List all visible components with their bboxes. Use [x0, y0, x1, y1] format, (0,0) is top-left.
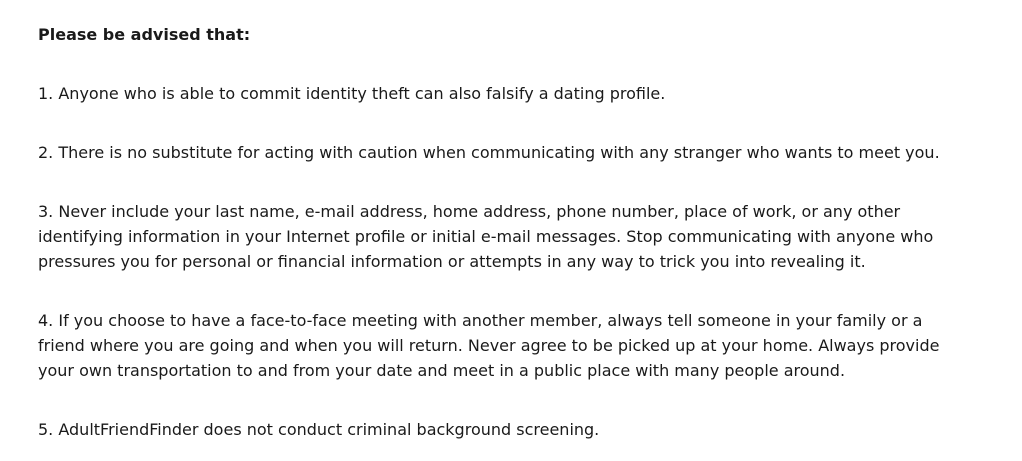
advice-item-4: 4. If you choose to have a face-to-face meeting with another member, always tell someone in your family or a friend where you are going and when you will return. Never agree to be picked up at your home. Always provide your own transportation to and from your date and meet in a public place with many people around.: [38, 311, 940, 380]
advice-item-3: 3. Never include your last name, e-mail address, home address, phone number, place of work, or any other identifying information in your Internet profile or initial e-mail messages. Stop communicating with anyone who pressures you for personal or financial information or attempts in any way to trick you into revealing it.: [38, 202, 934, 271]
notice-heading: Please be advised that:: [38, 25, 251, 44]
advice-list: [38, 81, 984, 442]
advice-item-5: 5. AdultFriendFinder does not conduct criminal background screening.: [38, 420, 600, 439]
advice-item-1: 1. Anyone who is able to commit identity theft can also falsify a dating profile.: [38, 84, 666, 103]
advice-item-2: 2. There is no substitute for acting with caution when communicating with any stranger who wants to meet you.: [38, 143, 940, 162]
